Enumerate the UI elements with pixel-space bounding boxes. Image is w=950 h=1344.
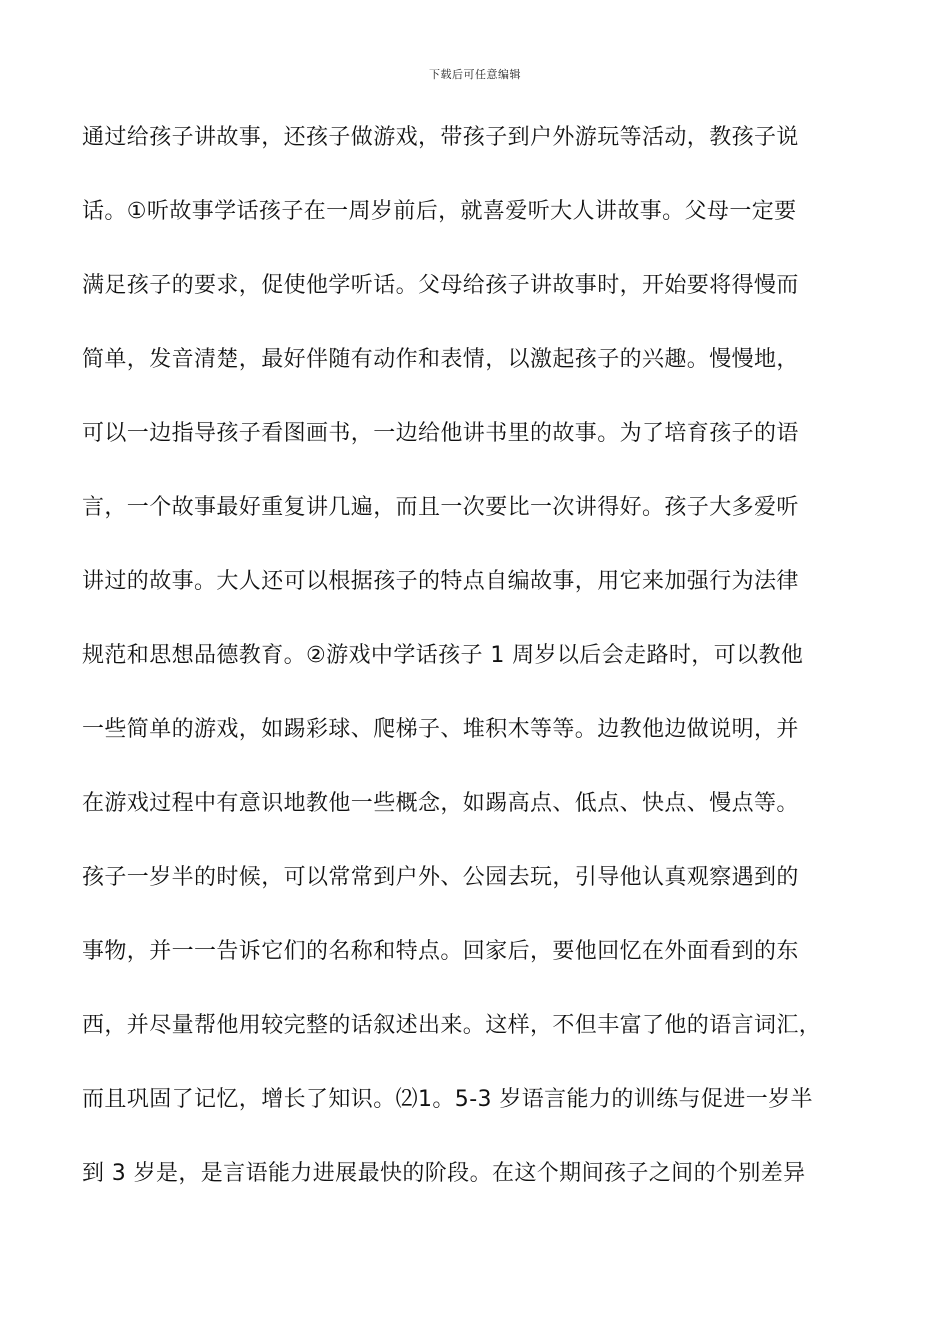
- text-line: 规范和思想品德教育。②游戏中学话孩子 1 周岁以后会走路时，可以教他: [82, 643, 804, 668]
- text-line: 一些简单的游戏，如踢彩球、爬梯子、堆积木等等。边教他边做说明，并: [82, 717, 799, 742]
- text-line: 西，并尽量帮他用较完整的话叙述出来。这样，不但丰富了他的语言词汇，: [82, 1013, 822, 1038]
- text-line: 在游戏过程中有意识地教他一些概念，如踢高点、低点、快点、慢点等。: [82, 791, 799, 816]
- text-line: 孩子一岁半的时候，可以常常到户外、公园去玩，引导他认真观察遇到的: [82, 865, 799, 890]
- text-line: 言，一个故事最好重复讲几遍，而且一次要比一次讲得好。孩子大多爱听: [82, 495, 799, 520]
- text-line: 而且巩固了记忆，增长了知识。⑵1。5-3 岁语言能力的训练与促进一岁半: [82, 1087, 813, 1112]
- text-line: 讲过的故事。大人还可以根据孩子的特点自编故事，用它来加强行为法律: [82, 569, 799, 594]
- text-line: 简单，发音清楚，最好伴随有动作和表情，以激起孩子的兴趣。慢慢地，: [82, 347, 799, 372]
- text-line: 可以一边指导孩子看图画书，一边给他讲书里的故事。为了培育孩子的语: [82, 421, 799, 446]
- text-line: 话。①听故事学话孩子在一周岁前后，就喜爱听大人讲故事。父母一定要: [82, 199, 797, 224]
- text-line: 事物，并一一告诉它们的名称和特点。回家后，要他回忆在外面看到的东: [82, 939, 799, 964]
- text-line: 到 3 岁是，是言语能力进展最快的阶段。在这个期间孩子之间的个别差异: [82, 1161, 806, 1186]
- body-text: [82, 114, 872, 1224]
- text-line: 满足孩子的要求，促使他学听话。父母给孩子讲故事时，开始要将得慢而: [82, 273, 799, 298]
- page-header: 下载后可任意编辑: [429, 68, 521, 81]
- text-line: 通过给孩子讲故事，还孩子做游戏，带孩子到户外游玩等活动，教孩子说: [82, 125, 799, 150]
